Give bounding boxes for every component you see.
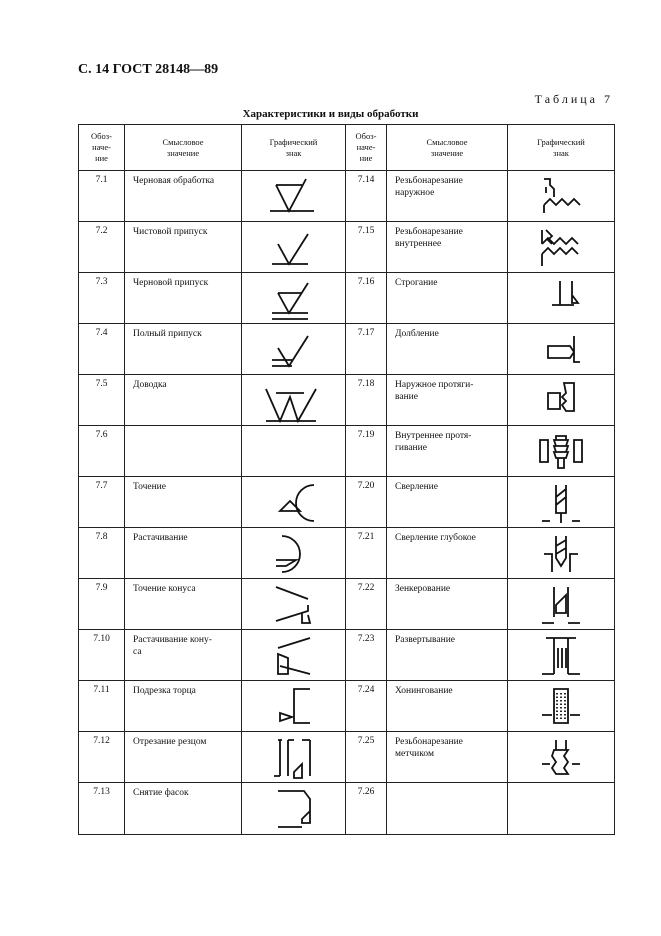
table-row [79, 732, 615, 783]
right-code: 7.22 [346, 579, 387, 630]
left-symbol-cell [242, 222, 346, 273]
left-meaning: Подрезка торца [125, 681, 242, 732]
left-meaning: Снятие фасок [125, 783, 242, 835]
right-code: 7.19 [346, 426, 387, 477]
table-row [79, 681, 615, 732]
right-code: 7.26 [346, 783, 387, 835]
right-code: 7.24 [346, 681, 387, 732]
turning-icon [242, 477, 345, 527]
left-code: 7.9 [79, 579, 125, 630]
left-code: 7.3 [79, 273, 125, 324]
right-code: 7.14 [346, 171, 387, 222]
left-symbol-cell [242, 630, 346, 681]
right-code: 7.18 [346, 375, 387, 426]
right-symbol-cell [508, 579, 615, 630]
internal-broaching-icon [508, 426, 614, 476]
finish-allowance-icon [242, 222, 345, 272]
left-meaning: Чистовой припуск [125, 222, 242, 273]
rough-allowance-icon [242, 273, 345, 323]
left-code: 7.12 [79, 732, 125, 783]
left-meaning: Черновая обработка [125, 171, 242, 222]
table-row [79, 273, 615, 324]
left-symbol-cell [242, 681, 346, 732]
left-code: 7.10 [79, 630, 125, 681]
right-meaning: Резьбонарезание метчиком [387, 732, 508, 783]
left-symbol-cell [242, 528, 346, 579]
right-meaning: Наружное протяги- вание [387, 375, 508, 426]
left-code: 7.4 [79, 324, 125, 375]
right-meaning: Хонингование [387, 681, 508, 732]
table-row [79, 528, 615, 579]
right-meaning: Резьбонарезание наружное [387, 171, 508, 222]
parting-off-icon [242, 732, 345, 782]
left-meaning: Растачивание кону- са [125, 630, 242, 681]
right-meaning: Развертывание [387, 630, 508, 681]
right-meaning [387, 783, 508, 835]
processing-table [78, 124, 615, 835]
right-symbol-cell [508, 732, 615, 783]
left-meaning [125, 426, 242, 477]
left-code: 7.2 [79, 222, 125, 273]
left-meaning: Черновой припуск [125, 273, 242, 324]
right-code: 7.21 [346, 528, 387, 579]
right-symbol-cell [508, 477, 615, 528]
deep-drilling-icon [508, 528, 614, 578]
left-meaning: Растачивание [125, 528, 242, 579]
chamfering-icon [242, 783, 345, 833]
table-row [79, 375, 615, 426]
planing-icon [508, 273, 614, 323]
taper-turning-icon [242, 579, 345, 629]
left-symbol-cell [242, 783, 346, 835]
tapping-icon [508, 732, 614, 782]
right-meaning: Строгание [387, 273, 508, 324]
right-code: 7.17 [346, 324, 387, 375]
table-row [79, 426, 615, 477]
facing-icon [242, 681, 345, 731]
lapping-icon [242, 375, 345, 425]
table-row [79, 324, 615, 375]
table-row [79, 630, 615, 681]
full-allowance-icon [242, 324, 345, 374]
right-meaning: Сверление глубокое [387, 528, 508, 579]
left-code: 7.11 [79, 681, 125, 732]
col-header-meaning-left: Смысловое значение [125, 125, 242, 171]
right-symbol-cell [508, 630, 615, 681]
page-header: С. 14 ГОСТ 28148—89 [78, 62, 219, 77]
left-symbol-cell [242, 579, 346, 630]
left-code: 7.7 [79, 477, 125, 528]
table-row [79, 579, 615, 630]
left-symbol-cell [242, 324, 346, 375]
right-symbol-cell [508, 528, 615, 579]
right-symbol-cell [508, 273, 615, 324]
right-meaning: Внутреннее протя- гивание [387, 426, 508, 477]
right-meaning: Резьбонарезание внутреннее [387, 222, 508, 273]
col-header-code-left: Обоз- наче- ние [79, 125, 125, 171]
col-header-symbol-right: Графический знак [508, 125, 615, 171]
left-symbol-cell [242, 375, 346, 426]
internal-threading-icon [508, 222, 614, 272]
left-symbol-cell [242, 273, 346, 324]
left-meaning: Полный припуск [125, 324, 242, 375]
slotting-icon [508, 324, 614, 374]
right-code: 7.25 [346, 732, 387, 783]
left-code: 7.6 [79, 426, 125, 477]
left-symbol-cell [242, 171, 346, 222]
external-threading-icon [508, 171, 614, 221]
right-code: 7.23 [346, 630, 387, 681]
left-code: 7.13 [79, 783, 125, 835]
col-header-code-right: Обоз- наче- ние [346, 125, 387, 171]
reaming-icon [508, 630, 614, 680]
right-meaning: Сверление [387, 477, 508, 528]
right-symbol-cell [508, 681, 615, 732]
table-title: Характеристики и виды обработки [242, 108, 419, 120]
col-header-symbol-left: Графический знак [242, 125, 346, 171]
table-row [79, 783, 615, 835]
drilling-icon [508, 477, 614, 527]
right-code: 7.16 [346, 273, 387, 324]
left-meaning: Точение [125, 477, 242, 528]
countersinking-icon [508, 579, 614, 629]
rough-machining-icon [242, 171, 345, 221]
left-symbol-cell [242, 426, 346, 477]
right-code: 7.20 [346, 477, 387, 528]
right-symbol-cell [508, 324, 615, 375]
right-symbol-cell [508, 783, 615, 835]
left-meaning: Отрезание резцом [125, 732, 242, 783]
external-broaching-icon [508, 375, 614, 425]
table-row [79, 477, 615, 528]
right-code: 7.15 [346, 222, 387, 273]
left-symbol-cell [242, 477, 346, 528]
boring-icon [242, 528, 345, 578]
left-code: 7.1 [79, 171, 125, 222]
left-code: 7.5 [79, 375, 125, 426]
taper-boring-icon [242, 630, 345, 680]
right-symbol-cell [508, 375, 615, 426]
left-symbol-cell [242, 732, 346, 783]
right-symbol-cell [508, 171, 615, 222]
table-label: Таблица 7 [534, 92, 613, 106]
table-row [79, 222, 615, 273]
table-row [79, 171, 615, 222]
right-symbol-cell [508, 426, 615, 477]
right-symbol-cell [508, 222, 615, 273]
col-header-meaning-right: Смысловое значение [387, 125, 508, 171]
right-meaning: Долбление [387, 324, 508, 375]
left-code: 7.8 [79, 528, 125, 579]
right-meaning: Зенкерование [387, 579, 508, 630]
left-meaning: Доводка [125, 375, 242, 426]
left-meaning: Точение конуса [125, 579, 242, 630]
honing-icon [508, 681, 614, 731]
